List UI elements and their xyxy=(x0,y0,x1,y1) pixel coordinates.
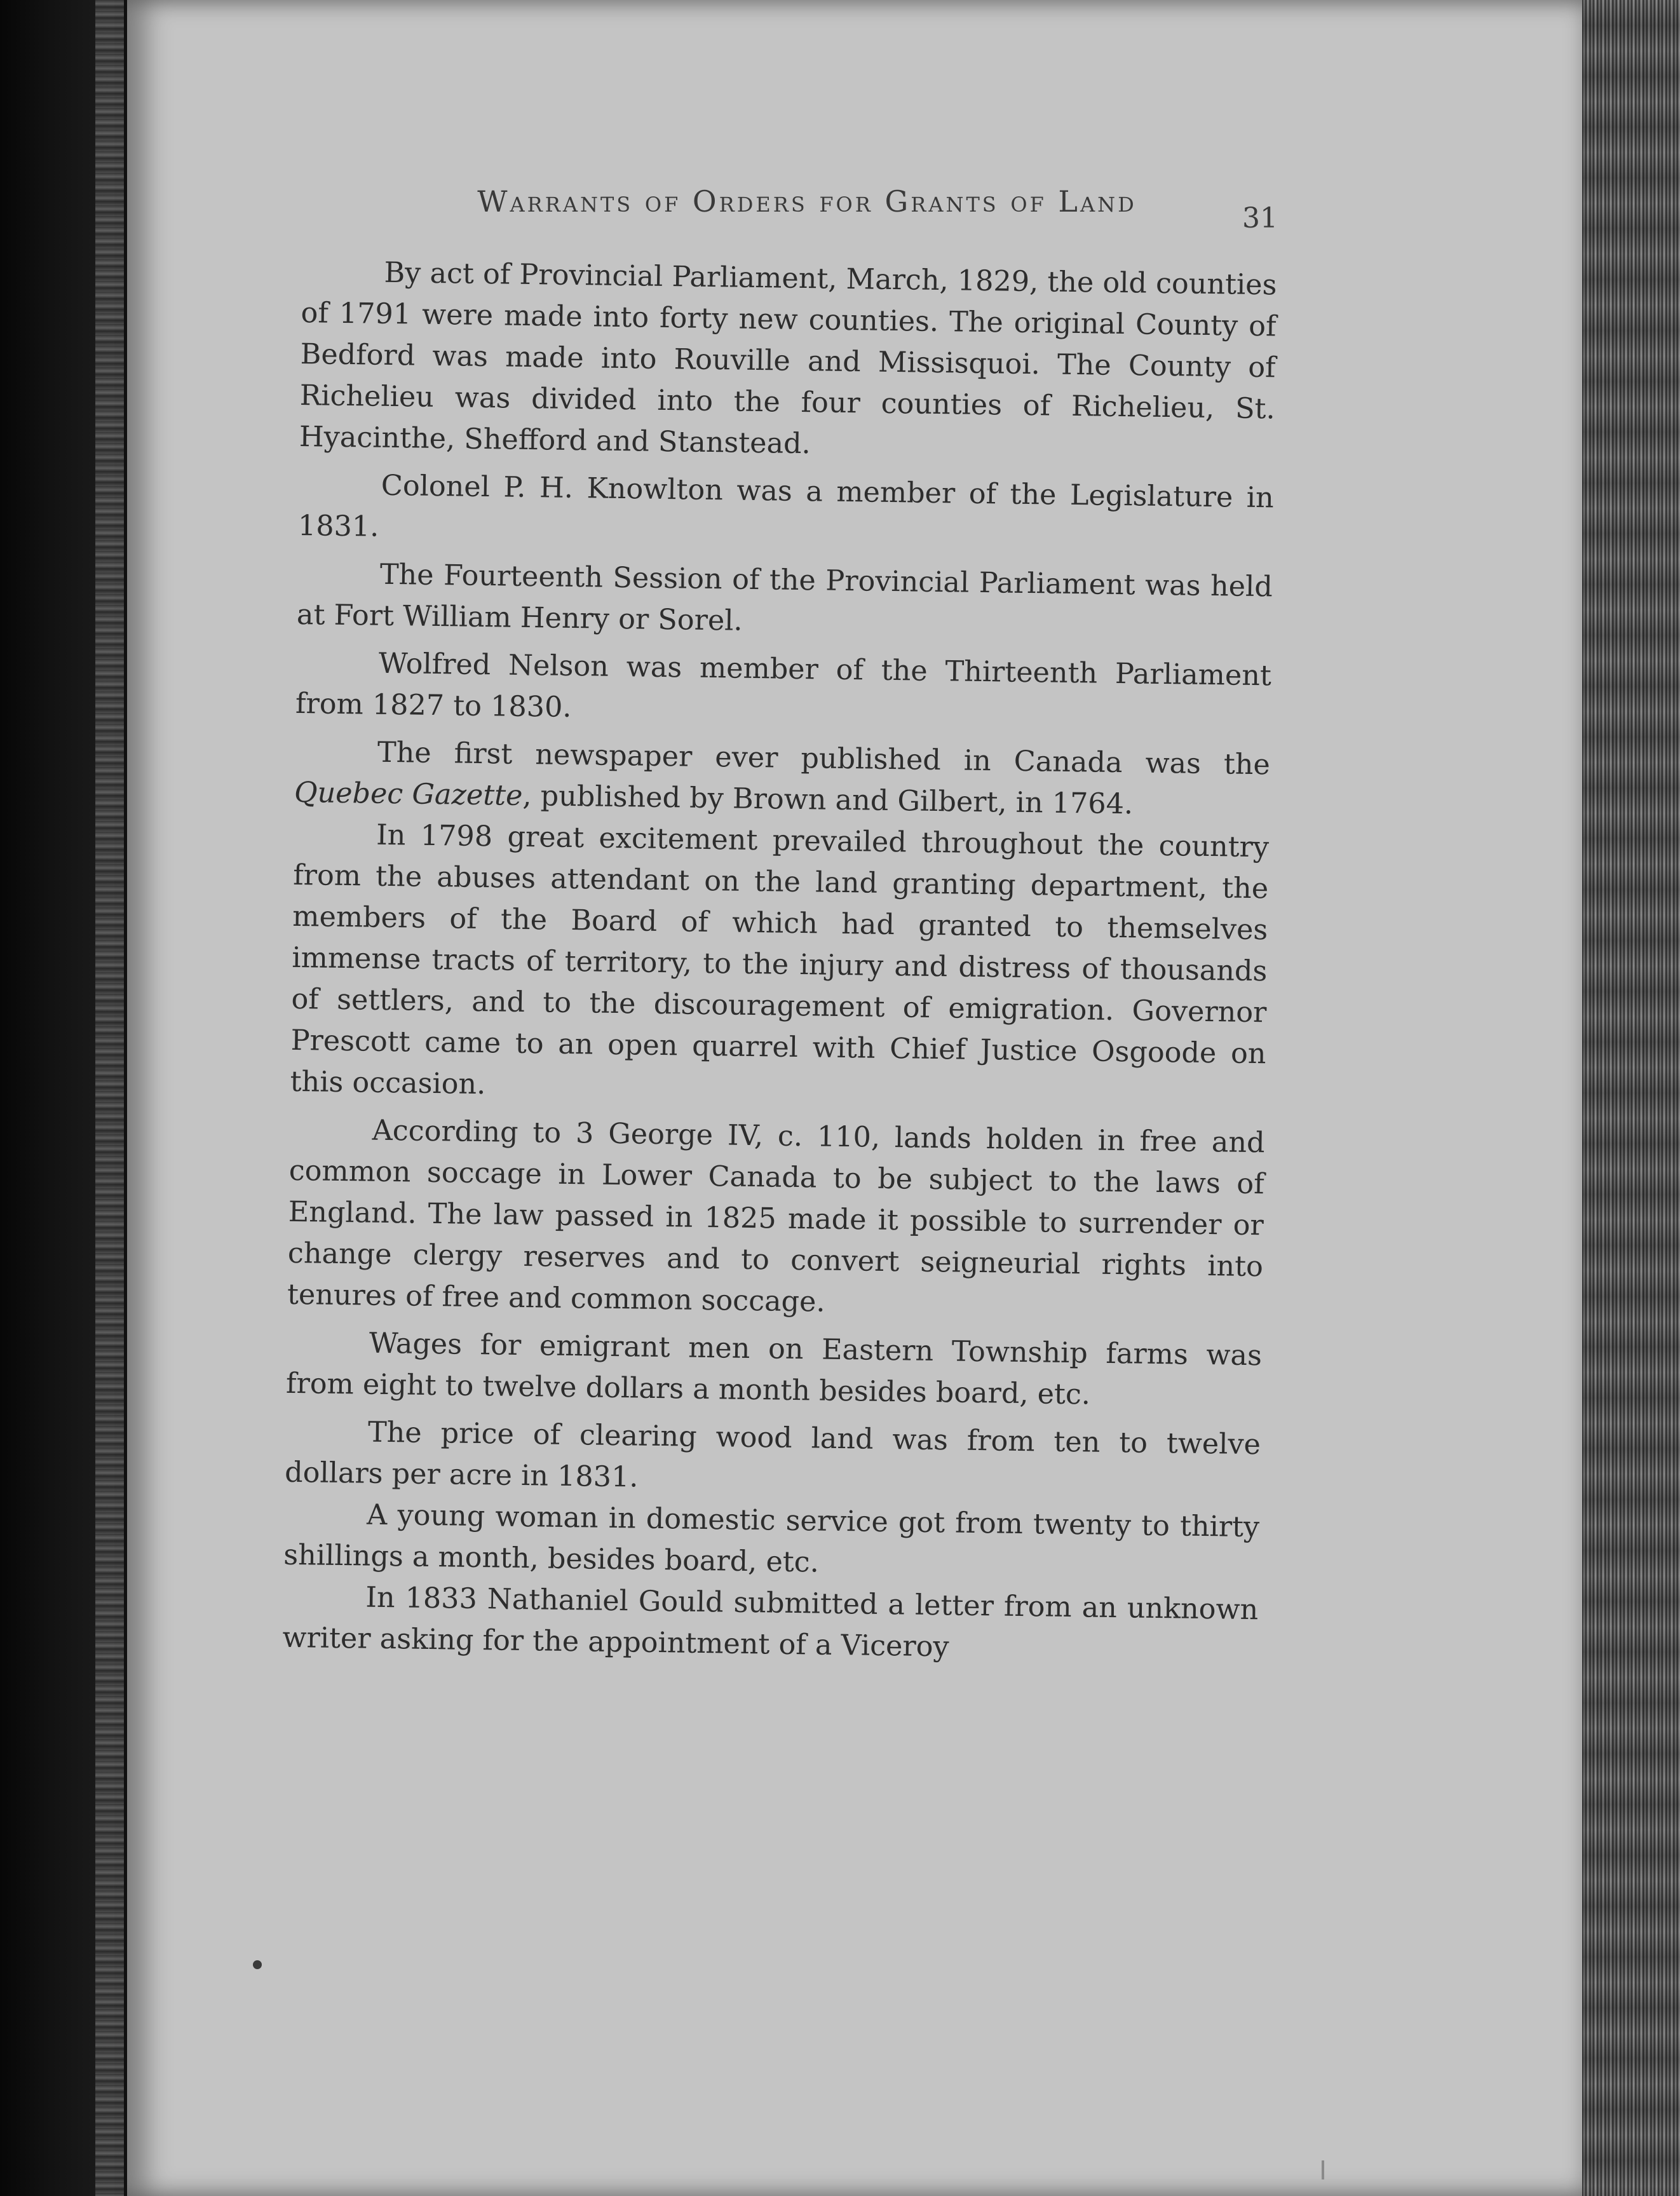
book-binding xyxy=(95,0,124,2196)
page-edges xyxy=(1582,0,1680,2196)
paragraph-wages: Wages for emigrant men on Eastern Township farms was from eight to twelve dollars a month besides board, etc. xyxy=(285,1327,1263,1411)
running-head: Warrants of Orders for Grants of Land xyxy=(477,184,1137,219)
paragraph-first-newspaper xyxy=(294,731,1271,827)
body-text xyxy=(282,251,1277,1678)
newspaper-title: Quebec Gazette xyxy=(294,776,523,812)
paragraph-fourteenth-session: The Fourteenth Session of the Provincial Parliament was held at Fort William Henry or Sorel. xyxy=(296,558,1273,637)
paragraph-domestic-service: A young woman in domestic service got from twenty to thirty shillings a month, besides board, etc. xyxy=(283,1498,1260,1579)
ink-speck xyxy=(253,1960,262,1969)
page-number: 31 xyxy=(1242,202,1278,234)
newspaper-text-before: The first newspaper ever published in Canada was the xyxy=(377,736,1271,782)
paragraph-counties-1829: By act of Provincial Parliament, March, 1829, the old counties of 1791 were made into forty new counties. The original County of Bedford was made into Rouville and Missisquoi. The County of Richelieu was divided into the four counties of Richelieu, St. Hyacinthe, Shefford and Stanstead. xyxy=(299,256,1277,461)
paragraph-clearing-price: The price of clearing wood land was from ten to twelve dollars per acre in 1831. xyxy=(284,1416,1261,1494)
paragraph-george-iv: According to 3 George IV, c. 110, lands holden in free and common soccage in Lower Canada to be subject to the laws of England. The law passed in 1825 made it possible to surrender or change clergy reserves and to convert seigneurial rights into tenures of free and common soccage. xyxy=(287,1114,1265,1318)
paragraph-1798-excitement: In 1798 great excitement prevailed throughout the country from the abuses attendant on the land granting department, the members of the Board of which had granted to themselves immense tracts of territory, to the injury and distress of thousands of settlers, and to the discouragement of emigration. Governor Prescott came to an open quarrel with Chief Justice Osgoode on this occasion. xyxy=(290,818,1270,1101)
paragraph-nathaniel-gould: In 1833 Nathaniel Gould submitted a letter from an unknown writer asking for the appointment of a Viceroy xyxy=(282,1581,1259,1664)
newspaper-text-after: , published by Brown and Gilbert, in 1764. xyxy=(522,779,1134,821)
paragraph-wolfred-nelson: Wolfred Nelson was member of the Thirteenth Parliament from 1827 to 1830. xyxy=(295,647,1272,724)
paragraph-knowlton: Colonel P. H. Knowlton was a member of the Legislature in 1831. xyxy=(297,469,1275,543)
scan-mark xyxy=(1322,2160,1324,2179)
